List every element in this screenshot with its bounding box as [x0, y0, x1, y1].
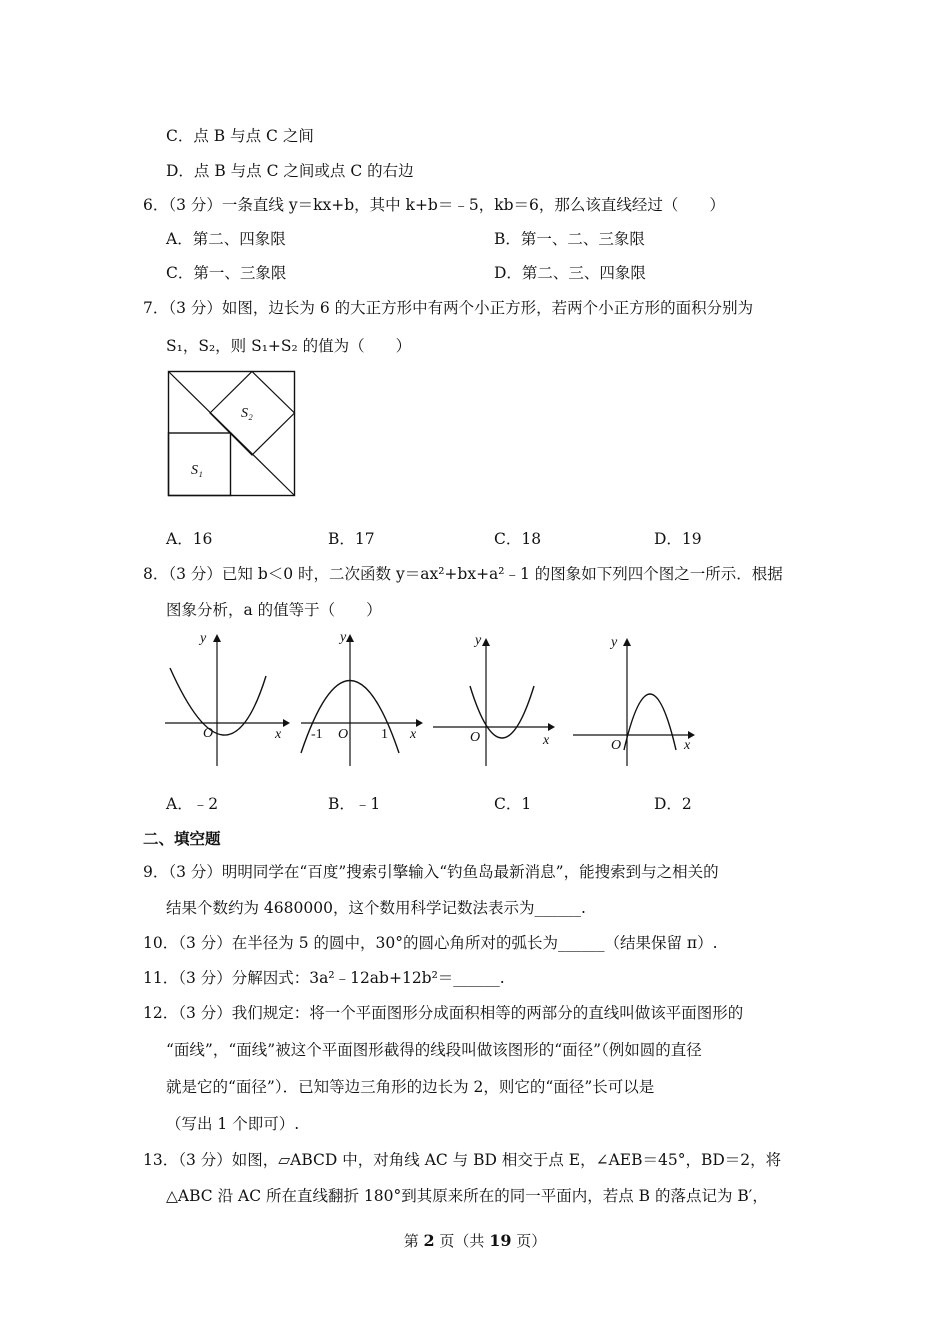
q5-option-d: D．点 B 与点 C 之间或点 C 的右边 [166, 162, 414, 180]
q8-graph-b [298, 628, 428, 768]
q8-graph-a [160, 628, 290, 768]
q7-option-a: A．16 [166, 530, 213, 548]
section-heading: 二、填空题 [143, 829, 221, 848]
q13-line2: △ABC 沿 AC 所在直线翻折 180°到其原来所在的同一平面内，若点 B 的落点记为 B′， [166, 1187, 768, 1205]
q13-line1: 13．（3 分）如图，▱ABCD 中，对角线 AC 与 BD 相交于点 E，∠AEB＝45°，BD＝2，将 [143, 1151, 782, 1169]
axis-y: y [475, 633, 482, 648]
q7-option-b: B．17 [328, 530, 375, 548]
q12-line2: “面线”，“面线”被这个平面图形截得的线段叫做该图形的“面径”（例如圆的直径 [166, 1041, 702, 1059]
q8-option-b: B．﹣1 [328, 795, 381, 813]
page-footer [0, 1230, 950, 1251]
label-s1: S₁ [191, 463, 203, 478]
axis-y: y [200, 631, 207, 646]
footer-prefix: 第 [403, 1232, 419, 1250]
q7-stem-line1: 7．（3 分）如图，边长为 6 的大正方形中有两个小正方形，若两个小正方形的面积分别为 [143, 299, 754, 317]
tick-1: 1 [381, 727, 388, 742]
q12-line1: 12．（3 分）我们规定：将一个平面图形分成面积相等的两部分的直线叫做该平面图形的 [143, 1004, 744, 1022]
axis-x: x [543, 733, 550, 748]
origin: O [203, 726, 214, 741]
q8-option-a: A．﹣2 [166, 795, 219, 813]
origin: O [338, 727, 349, 742]
q11: 11．（3 分）分解因式：3a²﹣12ab+12b²＝______. [143, 969, 505, 987]
axis-x: x [684, 738, 691, 753]
axis-y: y [340, 630, 347, 645]
q10: 10．（3 分）在半径为 5 的圆中，30°的圆心角所对的弧长为______（结果保留 π）. [143, 934, 718, 952]
q8-option-d: D．2 [654, 795, 692, 813]
q8-graph-d [570, 628, 700, 768]
q7-stem-line2: S₁，S₂，则 S₁+S₂ 的值为（ ） [166, 337, 412, 355]
q9-line2: 结果个数约为 4680000，这个数用科学记数法表示为______. [166, 899, 586, 917]
axis-x: x [275, 727, 282, 742]
origin: O [611, 738, 622, 753]
q9-line1: 9．（3 分）明明同学在“百度”搜索引擎输入“钓鱼岛最新消息”，能搜索到与之相关的 [143, 863, 719, 881]
q12-line3: 就是它的“面径”）．已知等边三角形的边长为 2，则它的“面径”长可以是 [166, 1078, 655, 1096]
tick-neg1: -1 [311, 727, 323, 742]
footer-page-number: 2 [423, 1231, 435, 1250]
q6-option-a: A．第二、四象限 [166, 230, 286, 248]
q6-option-c: C．第一、三象限 [166, 264, 287, 282]
q7-squares-figure [168, 371, 295, 496]
axis-x: x [410, 727, 417, 742]
footer-total-pages: 19 [489, 1231, 512, 1250]
q8-stem-line1: 8．（3 分）已知 b＜0 时，二次函数 y＝ax²+bx+a²﹣1 的图象如下列四个图之一所示．根据 [143, 565, 783, 583]
footer-suffix: 页） [516, 1232, 547, 1250]
q8-option-c: C．1 [494, 795, 532, 813]
q8-graph-c [430, 628, 560, 768]
q6-option-d: D．第二、三、四象限 [494, 264, 646, 282]
axis-y: y [611, 635, 618, 650]
q6-option-b: B．第一、二、三象限 [494, 230, 645, 248]
label-s2: S₂ [241, 406, 253, 421]
q12-line4: （写出 1 个即可）. [166, 1115, 300, 1133]
q8-stem-line2: 图象分析，a 的值等于（ ） [166, 601, 382, 619]
q6-stem: 6．（3 分）一条直线 y＝kx+b，其中 k+b＝﹣5，kb＝6，那么该直线经过（ ） [143, 196, 725, 214]
q7-option-d: D．19 [654, 530, 702, 548]
q5-option-c: C．点 B 与点 C 之间 [166, 127, 314, 145]
footer-middle: 页（共 [439, 1232, 485, 1250]
origin: O [470, 730, 481, 745]
q7-option-c: C．18 [494, 530, 542, 548]
